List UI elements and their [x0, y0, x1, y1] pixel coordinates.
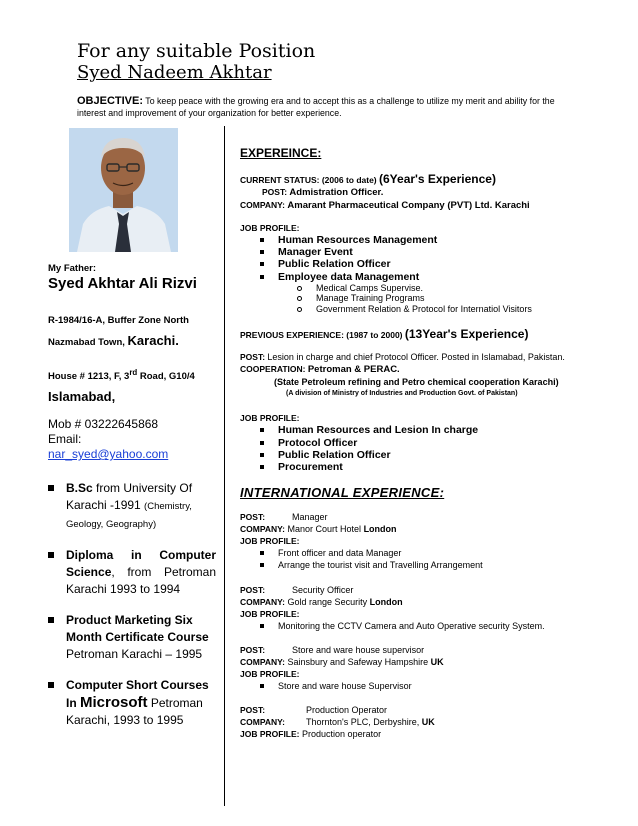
- previous-post-value: Lesion in charge and chief Protocol Officer. Posted in Islamabad, Pakistan.: [267, 352, 565, 363]
- previous-duties-list: [240, 424, 610, 473]
- current-company-label: COMPANY:: [240, 200, 288, 210]
- intl-post-label: POST:: [240, 512, 266, 523]
- left-column: [48, 262, 216, 729]
- intl-duty-inline: Production operator: [302, 728, 382, 739]
- international-heading: INTERNATIONAL EXPERIENCE:: [240, 485, 445, 501]
- objective-text: To keep peace with the growing era and to accept this as a challenge to utilize my merit and ability for the interest and improvement of your organization for better experience.: [77, 96, 555, 118]
- intl-post: [240, 584, 610, 596]
- duty-item: Human Resources and Lesion In charge: [240, 424, 610, 436]
- page-title: For any suitable Position: [77, 40, 316, 62]
- education-degree: B.Sc: [66, 481, 93, 496]
- duty-item: Monitoring the CCTV Camera and Auto Operative security System.: [240, 620, 610, 632]
- column-divider: [224, 126, 225, 806]
- current-status: [240, 173, 610, 186]
- intl-duties-list: [240, 680, 610, 692]
- intl-company-label: COMPANY:: [240, 524, 286, 535]
- intl-company: [240, 523, 610, 535]
- intl-job-profile-label: JOB PROFILE:: [240, 608, 300, 619]
- education-detail: from University Of Karachi -1991: [66, 481, 193, 513]
- previous-experience: [240, 328, 610, 341]
- candidate-name: Syed Nadeem Akhtar: [77, 62, 272, 83]
- current-post-value: Admistration Officer.: [289, 187, 384, 198]
- father-label: My Father:: [48, 263, 97, 274]
- address-islamabad-city: Islamabad,: [48, 389, 116, 405]
- education-item: [48, 677, 216, 729]
- objective: [77, 95, 577, 119]
- email-link[interactable]: nar_syed@yahoo.com: [48, 447, 169, 462]
- current-post-label: POST:: [262, 187, 290, 197]
- intl-post-value: Store and ware house supervisor: [292, 644, 425, 655]
- intl-post-value: Manager: [292, 512, 328, 523]
- intl-company-location: London: [369, 596, 403, 607]
- experience-heading: EXPEREINCE:: [240, 146, 322, 160]
- intl-company-label: COMPANY:: [240, 716, 286, 727]
- intl-job-profile: [240, 728, 610, 740]
- intl-company: [240, 596, 610, 608]
- education-microsoft: Microsoft: [80, 694, 148, 712]
- profile-photo: [69, 128, 178, 252]
- job-profile-label: JOB PROFILE:: [240, 223, 300, 233]
- cooperation: [240, 363, 610, 376]
- duty-item: Public Relation Officer: [240, 449, 610, 461]
- current-duties-list: [240, 234, 610, 283]
- duty-item: Front officer and data Manager: [240, 547, 610, 559]
- education-item: [48, 480, 216, 533]
- intl-company: [240, 716, 610, 728]
- current-years: (6Year's Experience): [379, 172, 496, 186]
- education-subjects: (Chemistry, Geology, Geography): [66, 501, 192, 531]
- intl-post-value: Production Operator: [306, 704, 388, 715]
- subduty-item: Manage Training Programs: [240, 293, 610, 304]
- address-karachi: [48, 311, 216, 353]
- objective-label: OBJECTIVE:: [77, 95, 144, 107]
- education-degree: Diploma in Computer Science: [66, 548, 216, 580]
- intl-job-profile-label: JOB PROFILE:: [240, 536, 300, 547]
- subduty-item: Government Relation & Protocol for Internatiol Visitors: [240, 304, 610, 315]
- address-karachi-city: Karachi.: [127, 333, 179, 348]
- previous-post: [240, 351, 610, 363]
- intl-company-location: UK: [430, 656, 444, 667]
- intl-company-label: COMPANY:: [240, 596, 286, 607]
- intl-post: [240, 704, 610, 716]
- duty-item: Employee data Management: [240, 271, 610, 283]
- duty-item: Human Resources Management: [240, 234, 610, 246]
- intl-company-value: Manor Court Hotel: [287, 524, 364, 535]
- education-detail: Petroman Karachi – 1995: [66, 647, 203, 662]
- intl-company-value: Thornton's PLC, Derbyshire,: [306, 716, 422, 727]
- intl-post: [240, 644, 610, 656]
- intl-company-location: UK: [421, 716, 435, 727]
- intl-post: [240, 511, 610, 523]
- intl-company-value: Sainsbury and Safeway Hampshire: [287, 656, 431, 667]
- intl-post-value: Security Officer: [292, 584, 354, 595]
- intl-company-value: Gold range Security: [287, 596, 370, 607]
- education-item: [48, 547, 216, 598]
- current-post: [240, 186, 610, 199]
- duty-item: Manager Event: [240, 246, 610, 258]
- intl-job-profile-label: JOB PROFILE:: [240, 668, 300, 679]
- duty-item: Store and ware house Supervisor: [240, 680, 610, 692]
- address-islamabad: [48, 363, 216, 409]
- education-item: [48, 612, 216, 663]
- address-islamabad-road: Road, G10/4: [137, 371, 195, 383]
- intl-company-label: COMPANY:: [240, 656, 286, 667]
- previous-post-label: POST:: [240, 352, 268, 363]
- duty-item: Public Relation Officer: [240, 258, 610, 270]
- father-name: Syed Akhtar Ali Rizvi: [48, 275, 197, 292]
- intl-company-location: London: [363, 524, 397, 535]
- address-islamabad-text: House # 1213, F, 3: [48, 371, 130, 383]
- intl-post-label: POST:: [240, 644, 266, 655]
- education-detail: Petroman Karachi, 1993 to 1995: [66, 696, 203, 728]
- intl-company: [240, 656, 610, 668]
- education-detail: , from Petroman Karachi 1993 to 1994: [66, 565, 216, 597]
- current-company: [240, 199, 610, 212]
- duty-item: Arrange the tourist visit and Travelling Arrangement: [240, 559, 610, 571]
- intl-post-label: POST:: [240, 704, 266, 715]
- cooperation-value: Petroman & PERAC.: [307, 364, 400, 376]
- current-subduties-list: [240, 283, 610, 315]
- portrait-illustration: [69, 128, 178, 252]
- address-sup: rd: [129, 368, 138, 377]
- previous-job-profile-label: JOB PROFILE:: [240, 413, 300, 424]
- intl-duties-list: [240, 620, 610, 632]
- duty-item: Procurement: [240, 461, 610, 473]
- address-karachi-text: R-1984/16-A, Buffer Zone North Nazmabad Town,: [48, 315, 189, 348]
- education-degree: Computer Short Courses In: [66, 678, 209, 711]
- education-list: [48, 480, 216, 729]
- current-company-value: Amarant Pharmaceutical Company (PVT) Ltd. Karachi: [287, 200, 530, 211]
- previous-years: (13Year's Experience): [404, 327, 529, 342]
- intl-job-profile-label: JOB PROFILE:: [240, 728, 300, 739]
- duty-item: Protocol Officer: [240, 437, 610, 449]
- education-degree: Product Marketing Six Month Certificate Course: [66, 613, 209, 645]
- current-status-label: CURRENT STATUS: (2006 to date): [240, 175, 380, 185]
- mobile-number: Mob # 03222645868: [48, 417, 159, 432]
- subduty-item: Medical Camps Supervise.: [240, 283, 610, 294]
- intl-post-label: POST:: [240, 584, 266, 595]
- cooperation-note: (A division of Ministry of Industries and Production Govt. of Pakistan): [286, 390, 518, 398]
- cooperation-full: (State Petroleum refining and Petro chemical cooperation Karachi): [274, 377, 559, 388]
- right-column: [240, 145, 610, 740]
- intl-duties-list: [240, 547, 610, 571]
- email-label: Email:: [48, 432, 82, 447]
- cooperation-label: COOPERATION:: [240, 364, 308, 375]
- previous-label: PREVIOUS EXPERIENCE: (1987 to 2000): [240, 330, 405, 341]
